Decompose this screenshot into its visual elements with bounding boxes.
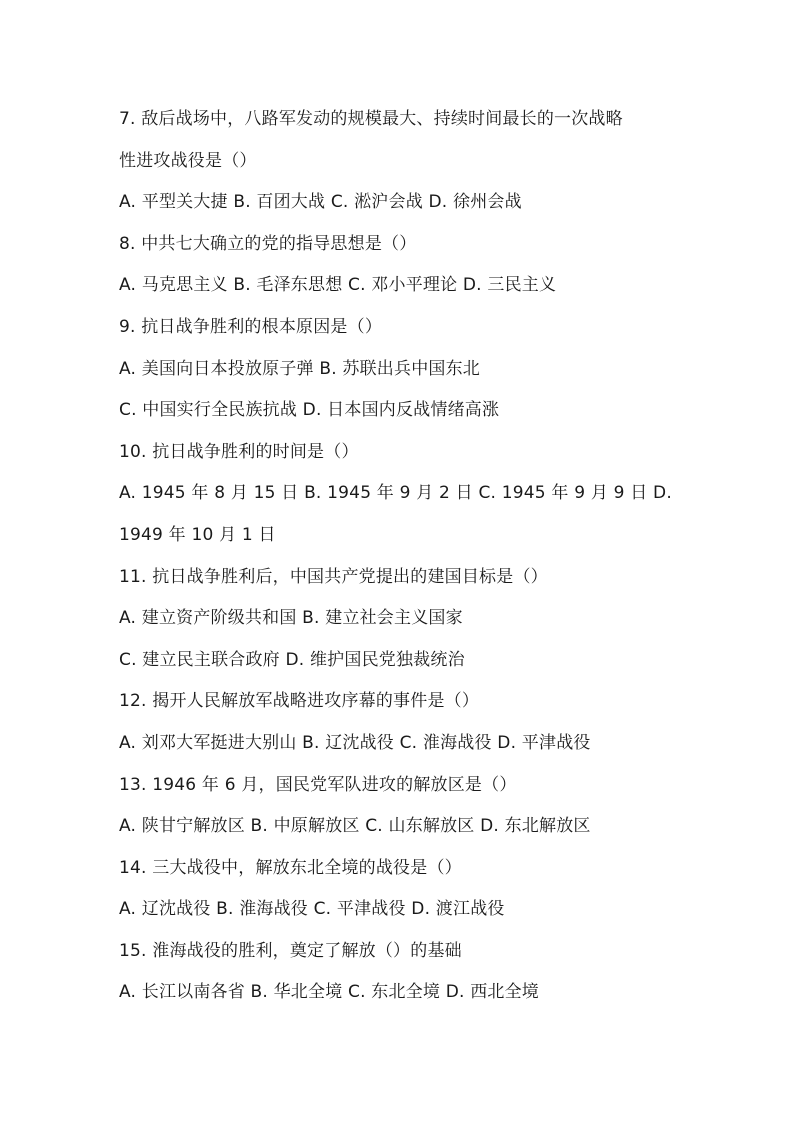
question-10: 10. 抗日战争胜利的时间是（） [119, 441, 359, 462]
question-12-options: A. 刘邓大军挺进大别山 B. 辽沈战役 C. 淮海战役 D. 平津战役 [119, 732, 591, 753]
question-11: 11. 抗日战争胜利后，中国共产党提出的建国目标是（） [119, 566, 548, 587]
question-9: 9. 抗日战争胜利的根本原因是（） [119, 316, 383, 337]
question-9-options-ab: A. 美国向日本投放原子弹 B. 苏联出兵中国东北 [119, 358, 481, 379]
question-13-options: A. 陕甘宁解放区 B. 中原解放区 C. 山东解放区 D. 东北解放区 [119, 816, 591, 837]
question-12: 12. 揭开人民解放军战略进攻序幕的事件是（） [119, 691, 480, 712]
question-8: 8. 中共七大确立的党的指导思想是（） [119, 233, 417, 254]
question-13: 13. 1946 年 6 月，国民党军队进攻的解放区是（） [119, 774, 517, 795]
question-10-options: A. 1945 年 8 月 15 日 B. 1945 年 9 月 2 日 C. 1945 年 9 月 9 日 D. [119, 483, 672, 504]
question-7-options: A. 平型关大捷 B. 百团大战 C. 淞沪会战 D. 徐州会战 [119, 192, 522, 213]
question-14: 14. 三大战役中，解放东北全境的战役是（） [119, 857, 462, 878]
question-11-options-ab: A. 建立资产阶级共和国 B. 建立社会主义国家 [119, 608, 463, 629]
question-15: 15. 淮海战役的胜利，奠定了解放（）的基础 [119, 940, 462, 961]
question-14-options: A. 辽沈战役 B. 淮海战役 C. 平津战役 D. 渡江战役 [119, 899, 505, 920]
question-10-options-cont: 1949 年 10 月 1 日 [119, 524, 276, 545]
question-7-line-1: 7. 敌后战场中，八路军发动的规模最大、持续时间最长的一次战略 [119, 109, 623, 129]
question-9-options-cd: C. 中国实行全民族抗战 D. 日本国内反战情绪高涨 [119, 400, 500, 421]
question-8-options: A. 马克思主义 B. 毛泽东思想 C. 邓小平理论 D. 三民主义 [119, 275, 557, 296]
question-list [119, 103, 679, 1018]
question-15-options: A. 长江以南各省 B. 华北全境 C. 东北全境 D. 西北全境 [119, 982, 539, 1003]
question-7-line-2: 性进攻战役是（） [119, 150, 257, 171]
question-11-options-cd: C. 建立民主联合政府 D. 维护国民党独裁统治 [119, 649, 465, 670]
